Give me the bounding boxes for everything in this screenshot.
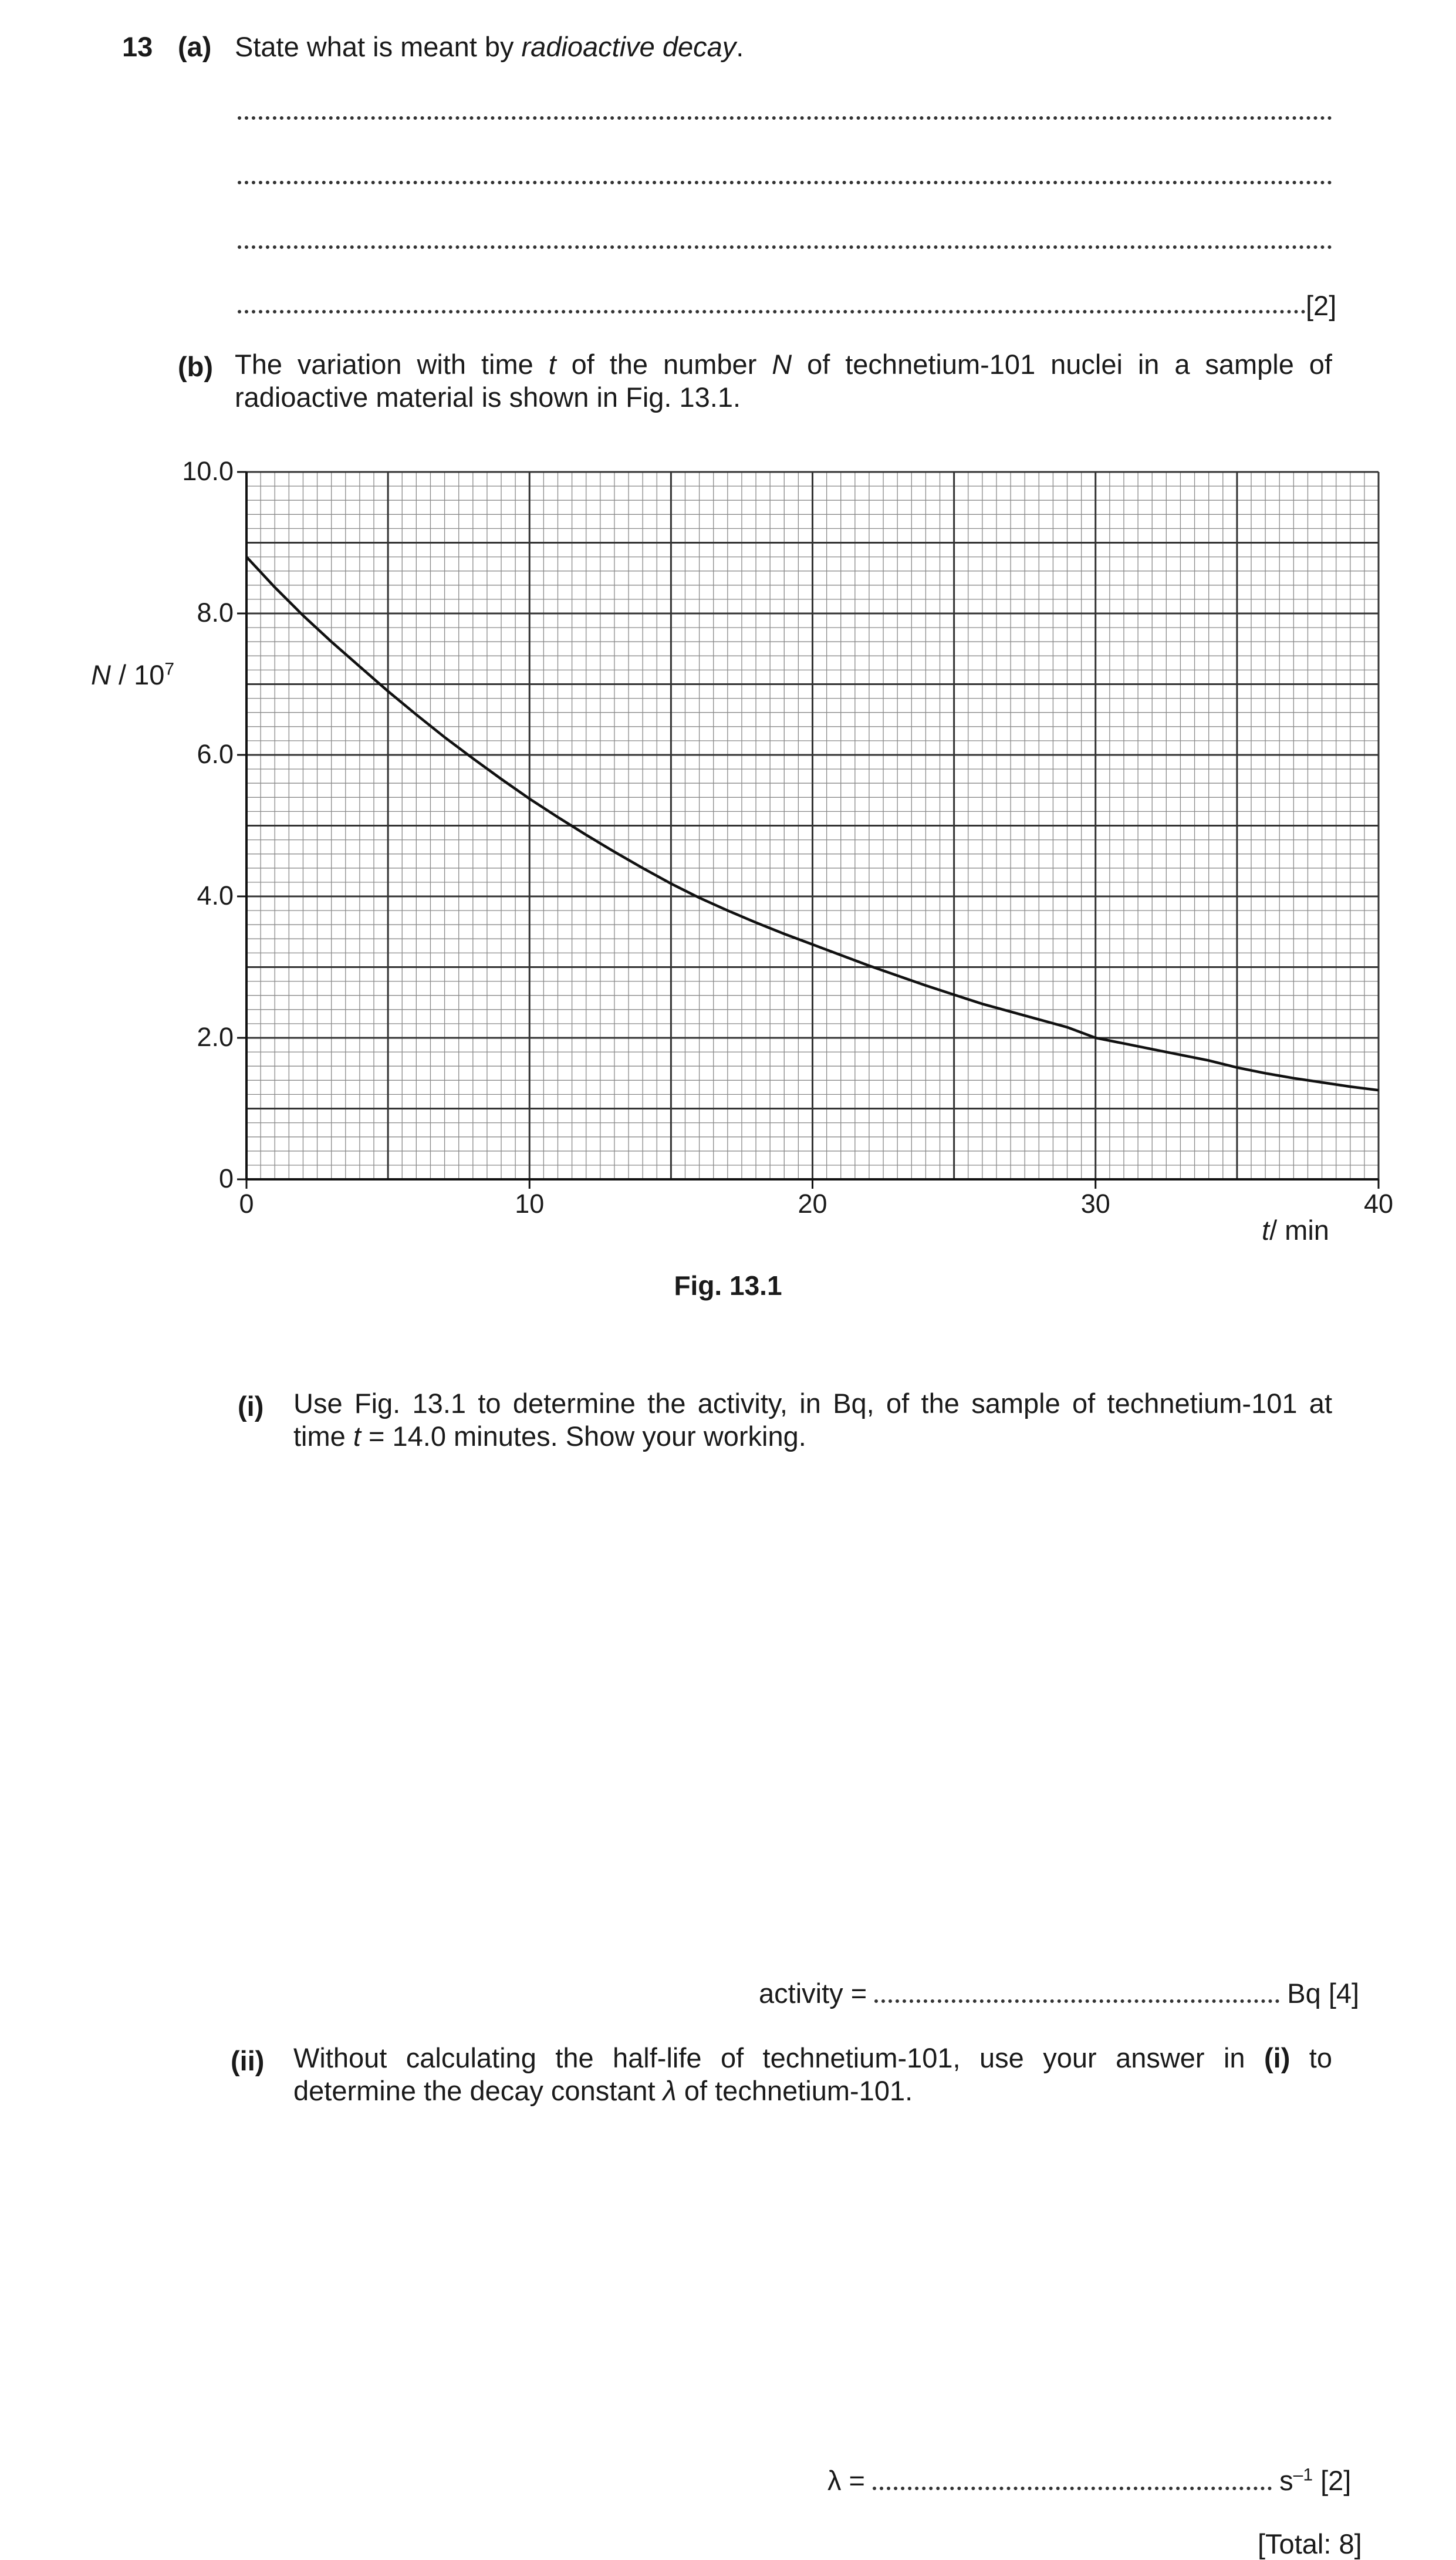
y-tick-label: 0 [218,1163,234,1193]
y-axis-label [91,659,174,691]
x-tick-label: 40 [1363,1189,1394,1219]
x-tick-label: 30 [1080,1189,1110,1219]
part-b-text-3: of technetium-101 nuclei in a sample of radioactive material is shown in Fig. 13.1. [235,349,1332,413]
x-axis-unit: / min [1269,1215,1329,1246]
lambda-unit-exponent: –1 [1293,2465,1313,2485]
part-b-text-1: The variation with time [235,349,549,380]
activity-answer [759,1977,1359,2009]
figure-caption: Fig. 13.1 [674,1270,782,1301]
y-tick-label: 10.0 [182,456,234,486]
part-b-var-n: N [772,349,792,380]
part-ii-ref: (i) [1264,2042,1291,2073]
total-marks: [Total: 8] [1258,2528,1362,2559]
lambda-answer [827,2464,1351,2497]
question-number: 13 [122,31,153,62]
part-a-term: radioactive decay [521,31,737,62]
x-tick-label: 0 [239,1189,254,1219]
activity-label: activity = [759,1978,867,2009]
part-a-period: . [736,31,744,62]
part-ii-prompt [293,2042,1332,2107]
part-ii-text-3: of technetium-101. [676,2075,913,2106]
part-i-text-1: Use Fig. 13.1 to determine the activity, in Bq, of the sample of technetium-101 at time [293,1388,1332,1452]
y-tick-label: 6.0 [197,739,234,769]
lambda-label: λ = [827,2465,866,2496]
part-ii-text-1: Without calculating the half-life of technetium-101, use your answer in [293,2042,1264,2073]
part-a-text: State what is meant by [235,31,522,62]
part-a-marks: [2] [1306,290,1337,321]
part-b-text-2: of the number [556,349,772,380]
x-tick-label: 20 [798,1189,827,1219]
x-axis-var: t [1262,1215,1270,1246]
axis-ticks [237,472,1379,1189]
lambda-answer-blank[interactable] [873,2469,1272,2490]
part-i-label: (i) [238,1391,264,1422]
y-axis-var: N [91,659,111,690]
activity-unit-marks: Bq [4] [1287,1978,1360,2009]
part-i-var-t: t [353,1421,361,1452]
x-axis-label [1262,1214,1329,1246]
lambda-marks: [2] [1320,2465,1352,2496]
part-ii-text-2: to determine the decay constant [293,2042,1332,2106]
part-b-var-t: t [548,349,556,380]
y-axis-unit: / 10 [110,659,165,690]
part-i-text-2: = 14.0 minutes. Show your working. [360,1421,806,1452]
part-b-label: (b) [178,351,214,382]
part-ii-lambda: λ [663,2075,677,2106]
y-tick-label: 8.0 [197,598,234,628]
part-i-prompt [293,1387,1332,1453]
y-tick-label: 2.0 [197,1022,234,1052]
part-ii-label: (ii) [231,2045,265,2076]
activity-answer-blank[interactable] [874,1982,1279,2003]
y-axis-exponent: 7 [164,659,175,679]
lambda-unit: s [1279,2465,1293,2496]
x-tick-label: 10 [515,1189,545,1219]
y-tick-label: 4.0 [197,881,234,910]
part-a-label: (a) [178,31,212,62]
